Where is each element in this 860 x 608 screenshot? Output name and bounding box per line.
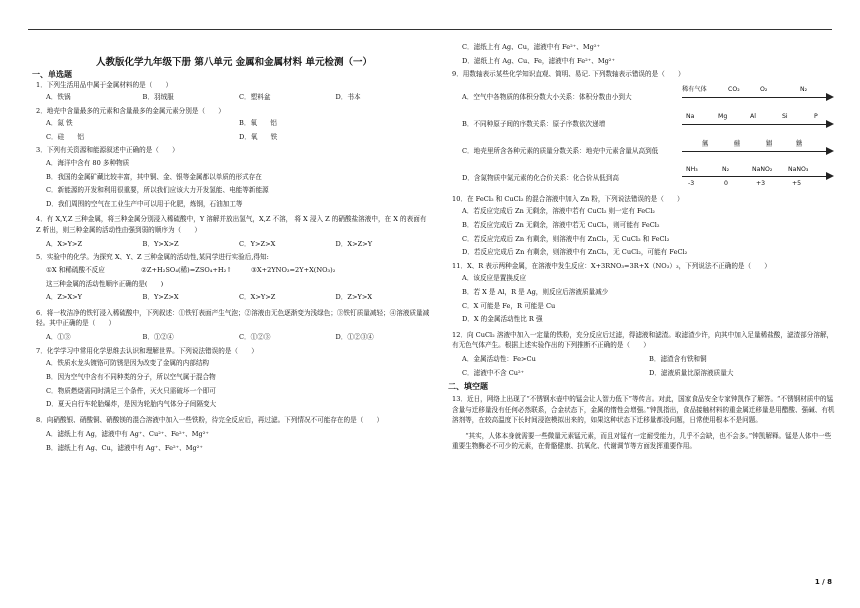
question-5-stem: 5．实验中的化学。为探究 X、Y、Z 三种金属的活动性,某同学进行实验后,得知: xyxy=(36,253,269,262)
option-d: D．①②③④ xyxy=(335,333,374,342)
page-number: 1 / 8 xyxy=(814,578,832,586)
left-column xyxy=(32,40,432,458)
question-7-stem: 7．化学学习中常用化学思维去认识和理解世界。下列说法错误的是（ ） xyxy=(36,346,258,355)
axis-d xyxy=(682,167,834,189)
axis-a xyxy=(682,86,834,108)
option-d: D．书本 xyxy=(335,93,361,102)
question-1-options xyxy=(46,94,432,101)
question-5-reactions xyxy=(46,267,432,274)
axis-c-label-3: 铝 xyxy=(766,140,773,148)
axis-c-label-1: 氧 xyxy=(702,140,709,148)
option-a: A．Z>X>Y xyxy=(46,293,83,302)
option-b: B．Y>X>Z xyxy=(142,239,179,248)
arrow-icon xyxy=(826,120,834,128)
axis-c-label-4: 铁 xyxy=(796,140,803,148)
option-a: A．①③ xyxy=(46,333,71,342)
option-c: C．物质燃烧需同时满足三个条件，灭火只需破坏一个即可 xyxy=(46,386,216,395)
reaction-2: ②Z+H₂SO₄(稀)=ZSO₄+H₂↑ xyxy=(141,266,232,275)
axis-b-label-1: Na xyxy=(686,113,695,121)
option-a: A．滤纸上有 Ag，滤液中有 Ag⁺、Cu²⁺、Fe²⁺、Mg²⁺ xyxy=(46,430,209,439)
question-9-option-d xyxy=(462,165,836,192)
question-4-options xyxy=(46,241,432,248)
option-c: C．地壳里所含各种元素的质量分数关系：地壳中元素含量从高到低 xyxy=(462,146,659,155)
question-5-options xyxy=(46,294,432,301)
section-heading-single-choice: 一、单选题 xyxy=(32,69,72,79)
axis-d-value-1: -3 xyxy=(688,180,695,188)
question-5-line2: 这三种金属的活动性顺序正确的是( ) xyxy=(46,279,164,288)
question-6-stem: 6．将一枚洁净的铁钉浸入稀硫酸中，下列叙述：①铁钉表面产生气泡；②溶液由无色逐渐变为浅绿色；③铁钉质量减轻；④溶液质量减轻。其中正确的是（ ） xyxy=(36,308,430,328)
arrow-icon xyxy=(826,172,834,180)
axis-a-label-2: CO₂ xyxy=(728,86,740,94)
question-2-options-row2 xyxy=(46,134,432,141)
option-c: C．X>Y>Z xyxy=(239,293,276,302)
question-8-stem: 8．向硝酸银、硝酸铜、硝酸镁的混合溶液中加入一些铁粉，待完全反应后，再过滤。下列情况不可能存在的是（ ） xyxy=(36,415,384,424)
option-c: C．塑料盆 xyxy=(239,93,271,102)
section-heading-fill-in: 二、填空题 xyxy=(448,382,488,392)
question-3-stem: 3．下列有关资源和能源叙述中正确的是（ ） xyxy=(36,146,179,155)
option-b: B．①②④ xyxy=(142,333,174,342)
question-10-stem: 10．在 FeCl₂ 和 CuCl₂ 的混合溶液中加入 Zn 粉，下列说法错误的是（ ） xyxy=(452,194,684,203)
axis-a-label-4: N₂ xyxy=(800,86,808,94)
option-c: C．①②③ xyxy=(239,333,271,342)
option-c: C．新能源的开发和利用很重要，所以我们应该大力开发氢能、电能等新能源 xyxy=(46,186,269,195)
question-9-option-c xyxy=(462,138,836,165)
option-c: C．Y>Z>X xyxy=(239,239,276,248)
question-9-option-a xyxy=(462,84,836,111)
option-b: B．滤渣含有铁和铜 xyxy=(649,355,707,364)
question-9-stem: 9．用数轴表示某些化学知识直观、简明、易记. 下列数轴表示错误的是（ ） xyxy=(452,70,685,79)
axis-a-label-3: O₂ xyxy=(760,86,768,94)
option-b: B．滤纸上有 Ag、Cu，滤液中有 Ag⁺、Fe²⁺、Mg²⁺ xyxy=(46,443,203,452)
option-a: A．若反应完成后 Zn 无剩余，溶液中若有 CuCl₂ 则一定有 FeCl₂ xyxy=(462,207,655,216)
question-12-stem: 12．向 CuCl₂ 溶液中加入一定量的铁粉，充分反应后过滤，得滤液和滤渣。取滤渣少许，向其中加入足量稀盐酸，滤渣部分溶解，有无色气体产生。根据上述实验作出的下列推断不正确的是（ ） xyxy=(452,330,834,349)
axis-b-label-3: Al xyxy=(750,113,756,121)
axis-d-label-2: N₂ xyxy=(722,166,730,174)
reaction-1: ①X 和稀硫酸不反应 xyxy=(46,266,105,275)
question-4-stem: 4．有 X,Y,Z 三种金属，将三种金属分别浸入稀硫酸中，Y 溶解并放出氢气，X,Z 不溶， 将 X 浸入 Z 的硝酸盐溶液中，在 X 的表面有 Z 析出，则三种金属的活动性由强到弱的顺序为（ ） xyxy=(36,215,427,234)
option-b: B．Y>Z>X xyxy=(142,293,179,302)
question-12-options-row1 xyxy=(462,356,836,363)
option-d: D．若反应完成后 Zn 有剩余，则溶液中有 ZnCl₂，无 CuCl₂，可能有 FeCl₂ xyxy=(462,248,688,257)
axis-b-label-5: P xyxy=(814,113,818,121)
axis-d-value-2: 0 xyxy=(724,180,728,188)
option-a: A．海洋中含有 80 多种物质 xyxy=(46,159,130,168)
axis-a-label-1: 稀有气体 xyxy=(682,86,707,94)
option-a: A．空气中各物质的体积分数大小关系：体积分数由小到大 xyxy=(462,92,632,101)
option-d: D．X>Z>Y xyxy=(335,239,373,248)
option-a: A．铁锅 xyxy=(46,93,71,102)
question-13-paragraph-2: “其实，人体本身就需要一些微量元素锰元素，而且对锰有一定耐受能力，几乎不会缺，也不会多。”钟凯解释。锰是人体中一些重要生物酶必不可少的元素，在骨骼健康、抗氧化、代谢调节等方面发挥重要作用。 xyxy=(452,432,832,451)
option-b: B．若反应完成后 Zn 无剩余，溶液中若无 CuCl₂，则可能有 FeCl₂ xyxy=(462,220,660,229)
axis-b xyxy=(682,113,834,135)
option-a: A．铁质水龙头镀铬可防锈是因为改变了金属的内部结构 xyxy=(46,359,210,368)
question-1-stem: 1．下列生活用品中属于金属材料的是（ ） xyxy=(36,80,173,89)
option-b: B．羽绒服 xyxy=(142,93,174,102)
option-c: C．硅 铝 xyxy=(46,132,85,141)
doc-title: 人教版化学九年级下册 第八单元 金属和金属材料 单元检测（一） xyxy=(96,57,372,68)
option-b: B．因为空气中含有不同种类的分子，所以空气属于混合物 xyxy=(46,373,216,382)
option-d: D．我们周围的空气在工业生产中可以用于化肥，炼钢，石油加工等 xyxy=(46,199,243,208)
option-d: D．Z>Y>X xyxy=(335,293,373,302)
question-2-stem: 2．地壳中含量最多的元素和含量最多的金属元素分别是（ ） xyxy=(36,106,225,115)
option-b: B．若 X 是 Al，R 是 Ag，则反应后溶液质量减少 xyxy=(462,287,609,296)
option-d: D．氧 铁 xyxy=(239,132,278,141)
arrow-icon xyxy=(826,93,834,101)
option-d: D．滤液质量比原溶液质量大 xyxy=(649,368,734,377)
question-8-option-d: D．滤纸上有 Ag、Cu、Fe，滤液中有 Fe²⁺、Mg²⁺ xyxy=(462,56,615,65)
header-rule xyxy=(28,29,832,30)
question-13-paragraph-1: 13．近日，网络上出现了“不锈钢水壶中的锰会让人智力低下”等传言。对此，国家食品安全专家钟凯作了解答。“不锈钢材质中的锰含量与迁移量没有任何必然联系，合金状态下，金属的惰性会增强。”钟凯指出，食品接触材料的重金属迁移量是用醋酸、强碱、有机溶剂等，在较高温度下长时间浸泡模拟出来的，如果这种状态下迁移量都没问题，日常使用根本不是问题。 xyxy=(452,395,835,424)
option-a: A．该反应是置换反应 xyxy=(462,274,527,283)
option-a: A．氮 铁 xyxy=(46,119,73,128)
axis-c-label-2: 硅 xyxy=(734,140,741,148)
reaction-3: ③X+2YNO₃=2Y+X(NO₃)₂ xyxy=(251,266,336,275)
option-a: A．金属活动性：Fe>Cu xyxy=(462,355,536,364)
arrow-icon xyxy=(826,147,834,155)
axis-c xyxy=(682,140,834,162)
option-a: A．X>Y>Z xyxy=(46,239,83,248)
axis-d-value-4: +5 xyxy=(792,180,802,188)
option-c: C．滤液中不含 Cu²⁺ xyxy=(462,368,525,377)
option-d: D．X 的金属活动性比 R 强 xyxy=(462,315,543,324)
axis-d-label-4: NaNO₃ xyxy=(788,166,809,174)
question-6-options xyxy=(46,334,432,341)
axis-b-label-4: Si xyxy=(782,113,788,121)
option-d: D．夏天自行车轮胎爆炸，是因为轮胎内气体分子间隔变大 xyxy=(46,400,217,409)
question-2-options-row1 xyxy=(46,120,432,127)
option-b: B．氧 铝 xyxy=(239,119,277,128)
option-b: B．不同种原子间的序数关系：原子序数依次递增 xyxy=(462,119,606,128)
axis-d-value-3: +3 xyxy=(756,180,766,188)
question-12-options-row2 xyxy=(462,370,836,377)
question-11-stem: 11．X、R 表示两种金属，在溶液中发生反应：X+3RNO₃=3R+X（NO₃）₃，下列说法不正确的是（ ） xyxy=(452,261,771,270)
option-c: C．若反应完成后 Zn 有剩余，则溶液中有 ZnCl₂，无 CuCl₂ 和 FeCl₂ xyxy=(462,234,670,243)
option-d: D．含氮物质中氮元素的化合价关系：化合价从低到高 xyxy=(462,173,619,182)
axis-d-label-1: NH₃ xyxy=(686,166,698,174)
axis-b-label-2: Mg xyxy=(718,113,728,121)
question-8-option-c: C．滤纸上有 Ag、Cu，滤液中有 Fe²⁺、Mg²⁺ xyxy=(462,43,600,51)
axis-d-label-3: NaNO₂ xyxy=(752,166,773,174)
option-b: B．我国的金属矿藏比较丰富，其中铜、金、银等金属都以单质的形式存在 xyxy=(46,172,262,181)
right-column xyxy=(448,43,836,458)
option-c: C．X 可能是 Fe，R 可能是 Cu xyxy=(462,301,556,310)
question-9-option-b xyxy=(462,111,836,138)
